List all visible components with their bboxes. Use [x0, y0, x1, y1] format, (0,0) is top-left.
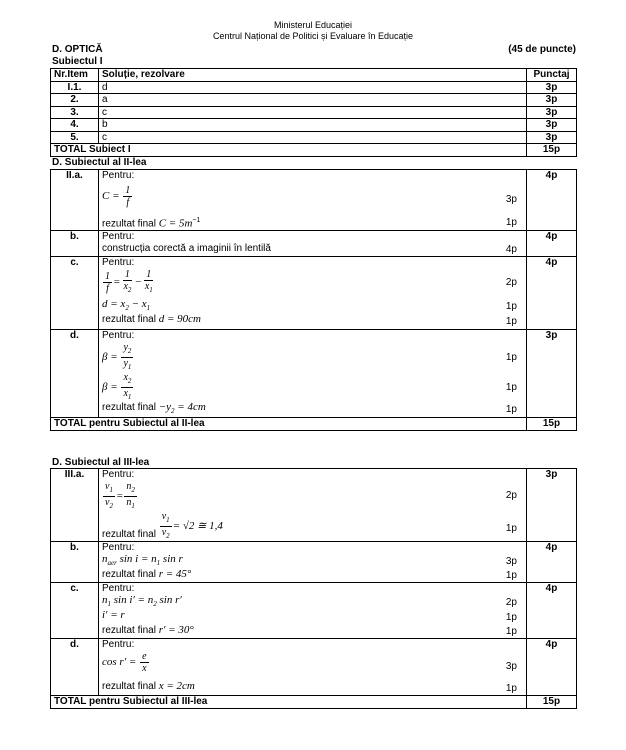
item-row-3d: d. Pentru: cos r′ = $\frac{e}{x}$ 3p rezultat final x = 2cm 1p 4p	[51, 639, 577, 696]
subject1-table	[50, 68, 577, 157]
item-row-3a: III.a. Pentru: $\frac{v_1}{v_2}$ = $\frac{n_2}{n_1}$ 2p rezultat final $\frac{v_1}{v_2}$ = √2 ≅ 1,4 1p 3p	[51, 469, 577, 542]
item-row-2b: b. Pentru: construcția corectă a imaginii în lentilă 4p 4p	[51, 231, 577, 257]
table-row: I.1. d 3p	[51, 81, 577, 94]
item-row-3b: b. Pentru: $n_{aer}$ $\sin i = n_1$ sin r 3p rezultat final r = 45° 1p 4p	[51, 542, 577, 583]
header-ministry: Ministerul Educației	[273, 20, 353, 30]
item-row-3c: c. Pentru: $n_1$ $\sin i' = n_2$ sin r′ 2p i′ = r 1p rezultat final r′ = 30° 1p 4p	[51, 583, 577, 639]
table-header-row	[51, 69, 577, 82]
section-points: (45 de puncte)	[508, 44, 576, 55]
table-row: 5. c 3p	[51, 131, 577, 144]
table-row: 4. b 3p	[51, 119, 577, 132]
subject1-title: Subiectul I	[52, 56, 103, 67]
item-row-2c: c. Pentru: $\frac{1}{f}$ = $\frac{1}{x_2}$ − $\frac{1}{x_1}$ 2p $d = x_2 - x_1$ 1p rezultat final d = 90cm 1p 4p	[51, 257, 577, 330]
subject3-table	[50, 468, 577, 709]
header-center: Centrul Național de Politici și Evaluare în Educație	[212, 31, 414, 41]
col-solution: Soluție, rezolvare	[99, 69, 527, 82]
total-row: TOTAL pentru Subiectul al III-lea 15p	[51, 696, 577, 709]
subject3-title: D. Subiectul al III-lea	[52, 457, 150, 468]
item-row-2d: d. Pentru: β = $\frac{y_2}{y_1}$ 1p β = $\frac{x_2}{x_1}$ 1p rezultat final $-y_2 = 4cm$ 1p 3p	[51, 330, 577, 418]
col-points: Punctaj	[527, 69, 577, 82]
section-title: D. OPTICĂ	[52, 44, 103, 55]
total-row: TOTAL Subiect I 15p	[51, 144, 577, 157]
subject2-table	[50, 169, 577, 431]
table-row: 3. c 3p	[51, 106, 577, 119]
table-row: 2. a 3p	[51, 94, 577, 107]
item-row-2a: II.a. Pentru: C = $\frac{1}{f}$ 3p rezultat final $C = 5m^{-1}$ 1p 4p	[51, 170, 577, 231]
subject2-title: D. Subiectul al II-lea	[52, 157, 147, 168]
col-item: Nr.Item	[51, 69, 99, 82]
total-row: TOTAL pentru Subiectul al II-lea 15p	[51, 418, 577, 431]
